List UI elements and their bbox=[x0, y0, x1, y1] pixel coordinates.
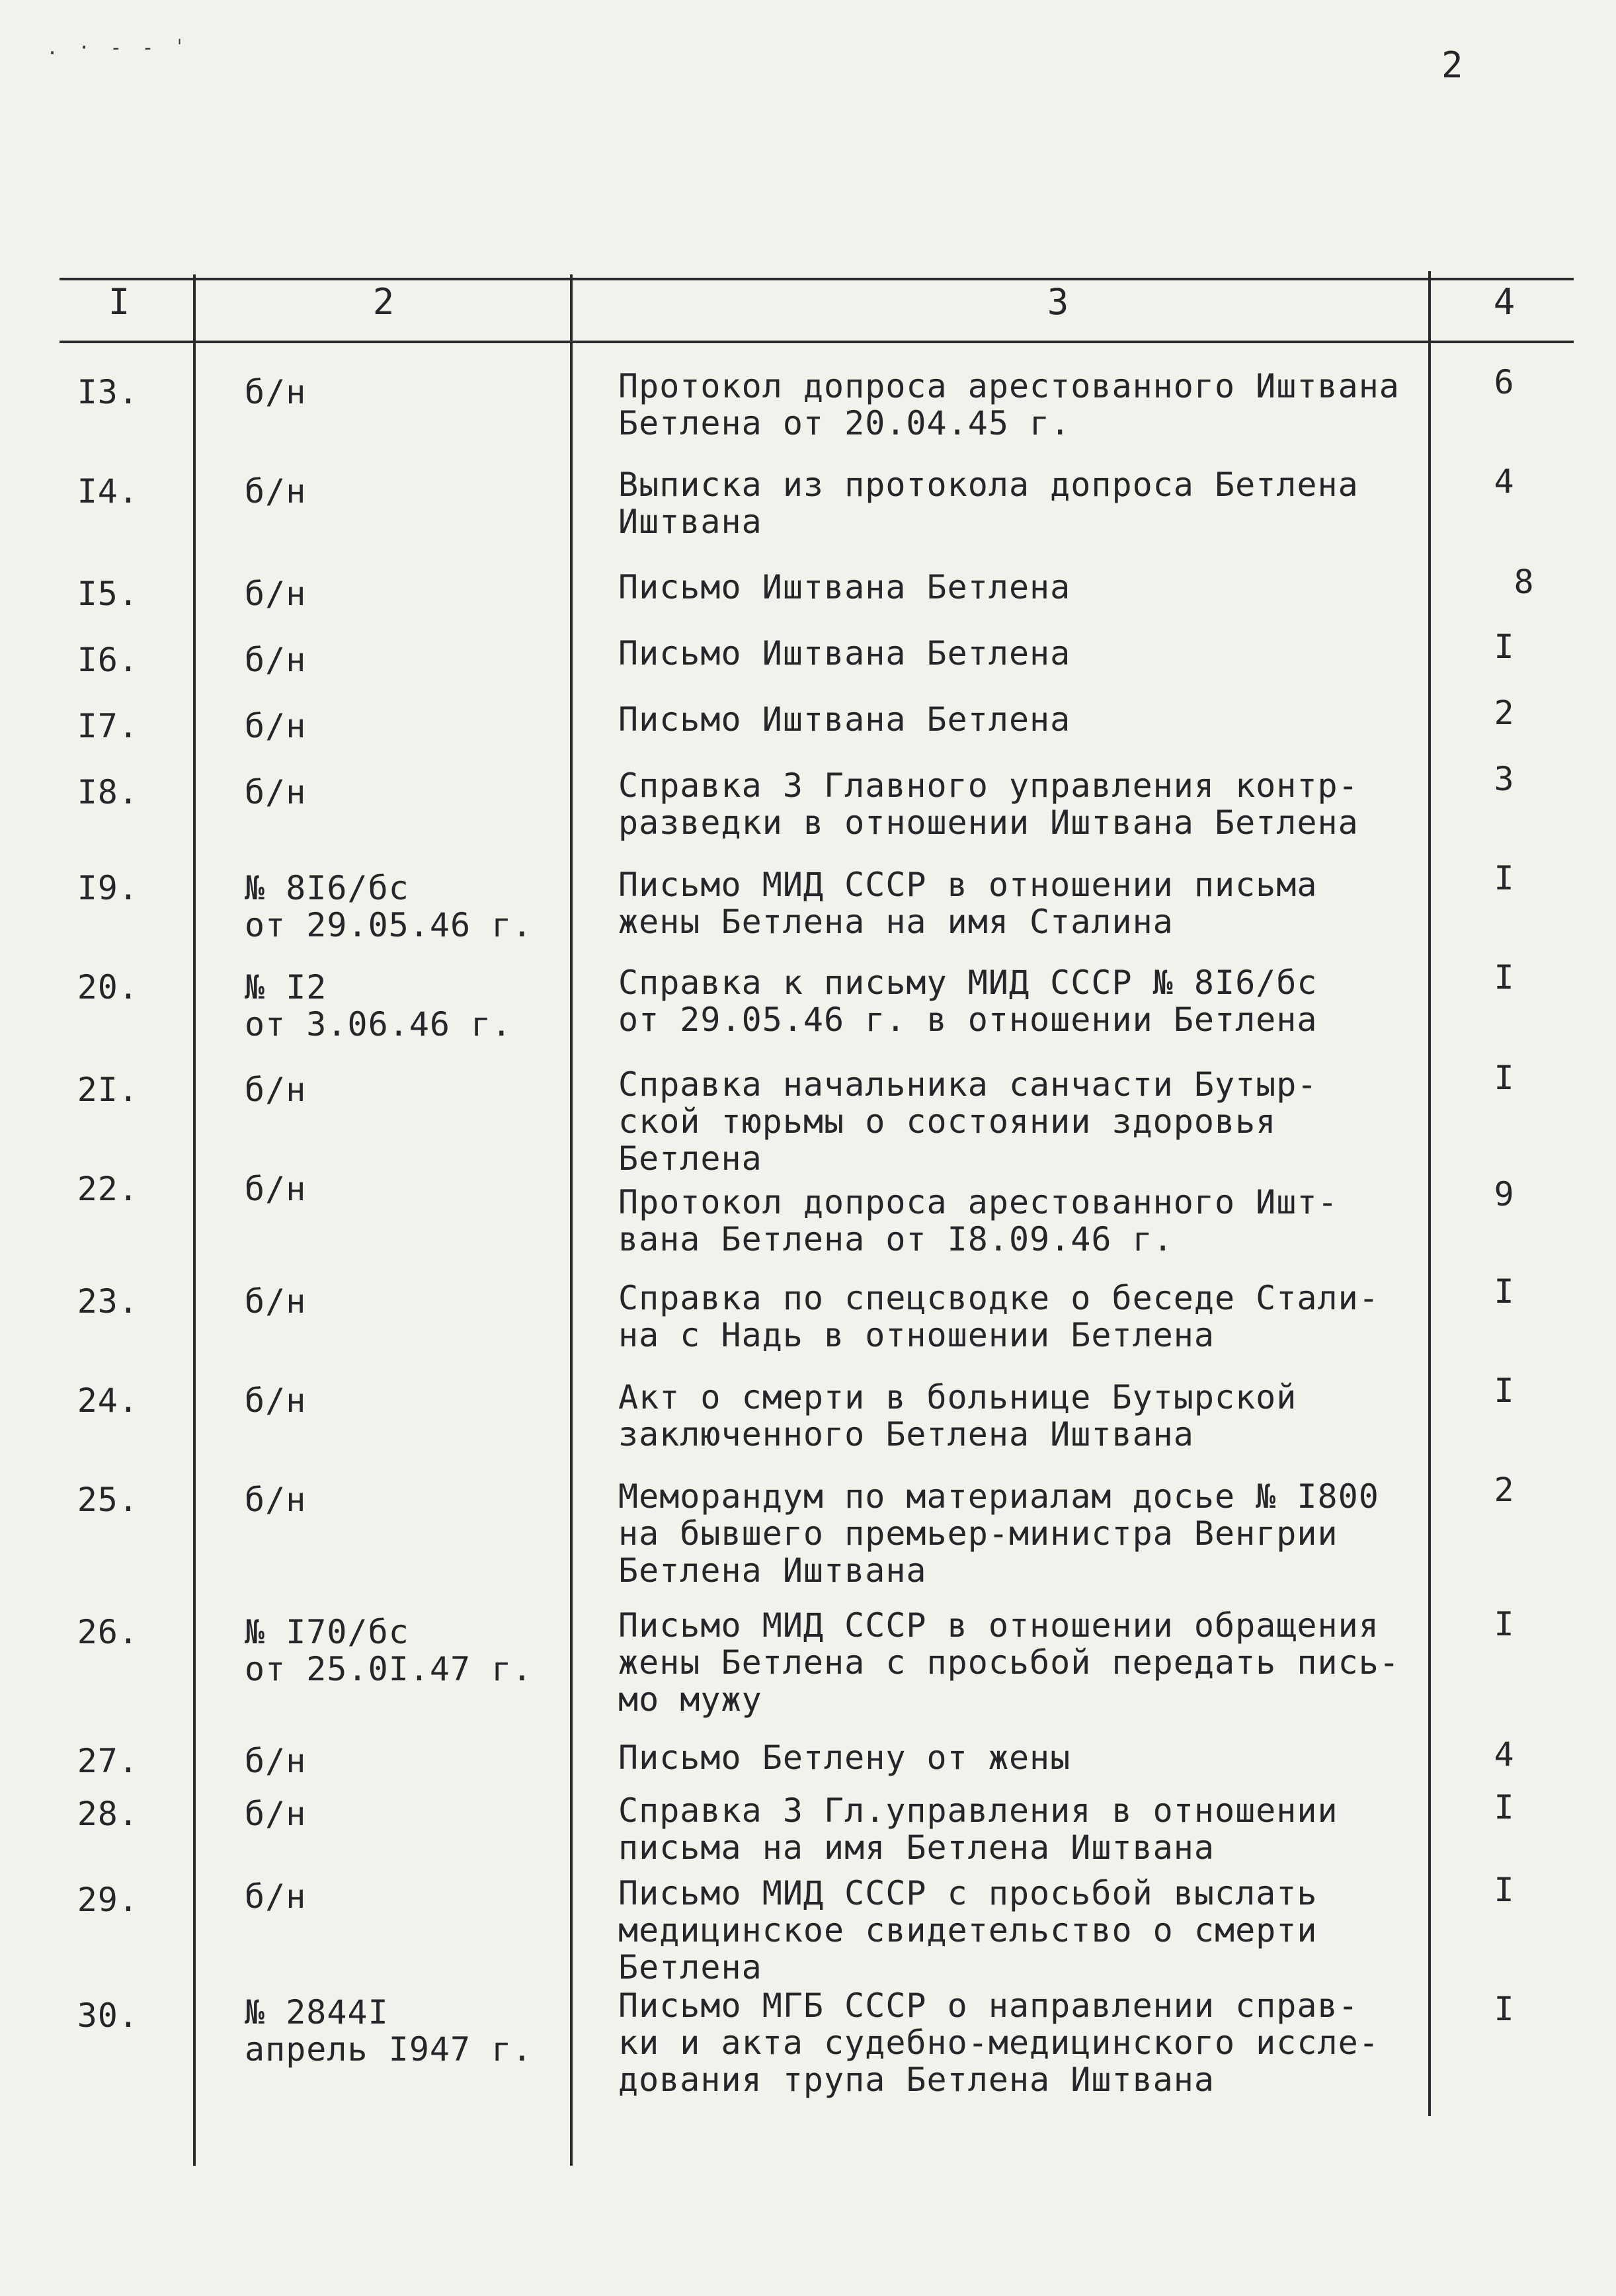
row-sheet-count: 4 bbox=[1494, 1735, 1515, 1774]
row-sheet-count: I bbox=[1494, 1272, 1515, 1311]
row-reference: б/н bbox=[245, 373, 307, 411]
row-title: Протокол допроса арестованного Иштвана Бетлена от 20.04.45 г. bbox=[618, 367, 1400, 442]
row-number: 29. bbox=[77, 1881, 139, 1919]
row-sheet-count: I bbox=[1494, 628, 1515, 666]
row-number: I9. bbox=[77, 869, 139, 907]
column-header-1: I bbox=[108, 281, 130, 323]
row-reference: б/н bbox=[245, 1877, 307, 1916]
page-number: 2 bbox=[1441, 44, 1463, 86]
row-reference: б/н bbox=[245, 575, 307, 613]
column-header-2: 2 bbox=[372, 281, 395, 323]
row-number: 23. bbox=[77, 1282, 139, 1321]
row-reference: б/н bbox=[245, 773, 307, 811]
row-sheet-count: 2 bbox=[1494, 694, 1515, 732]
row-sheet-count: I bbox=[1494, 1605, 1515, 1643]
row-reference: б/н bbox=[245, 1481, 307, 1519]
column-divider-2 bbox=[570, 274, 573, 2166]
row-reference: б/н bbox=[245, 1742, 307, 1780]
row-title: Справка начальника санчасти Бутыр- ской тюрьмы о состоянии здоровья Бетлена bbox=[618, 1065, 1318, 1178]
row-title: Справка 3 Главного управления контр- разведки в отношении Иштвана Бетлена bbox=[618, 766, 1359, 842]
row-sheet-count: I bbox=[1494, 1871, 1515, 1909]
row-reference: б/н bbox=[245, 472, 307, 511]
column-divider-3 bbox=[1428, 271, 1431, 2116]
row-title: Письмо Бетлену от жены bbox=[618, 1739, 1071, 1777]
row-number: 20. bbox=[77, 968, 139, 1006]
row-reference: б/н bbox=[245, 1282, 307, 1321]
row-number: I8. bbox=[77, 773, 139, 811]
row-title: Справка 3 Гл.управления в отношении письма на имя Бетлена Иштвана bbox=[618, 1791, 1338, 1867]
row-sheet-count: I bbox=[1494, 958, 1515, 997]
row-title: Письмо МГБ СССР о направлении справ- ки и акта судебно-медицинского иссле- дования трупа Бетлена Иштвана bbox=[618, 1987, 1379, 2099]
row-title: Меморандум по материалам досье № I800 на бывшего премьер-министра Венгрии Бетлена Иштвана bbox=[618, 1477, 1379, 1590]
row-sheet-count: I bbox=[1494, 859, 1515, 897]
row-title: Протокол допроса арестованного Ишт- вана Бетлена от I8.09.46 г. bbox=[618, 1183, 1338, 1258]
row-title: Справка к письму МИД СССР № 8I6/бс от 29.05.46 г. в отношении Бетлена bbox=[618, 964, 1318, 1039]
row-reference: б/н bbox=[245, 1381, 307, 1420]
row-number: 28. bbox=[77, 1795, 139, 1833]
row-reference: № I2 от 3.06.46 г. bbox=[245, 968, 512, 1044]
row-sheet-count: I bbox=[1494, 1990, 1515, 2028]
row-title: Выписка из протокола допроса Бетлена Иштвана bbox=[618, 466, 1359, 541]
row-number: I4. bbox=[77, 472, 139, 511]
row-reference: б/н bbox=[245, 1071, 307, 1109]
table-header-rule bbox=[60, 341, 1574, 343]
row-title: Справка по спецсводке о беседе Стали- на с Надь в отношении Бетлена bbox=[618, 1279, 1379, 1354]
row-sheet-count: 2 bbox=[1494, 1471, 1515, 1509]
row-number: 2I. bbox=[77, 1071, 139, 1109]
row-sheet-count: I bbox=[1494, 1788, 1515, 1826]
column-header-4: 4 bbox=[1493, 281, 1515, 323]
row-number: 27. bbox=[77, 1742, 139, 1780]
row-sheet-count: 8 bbox=[1514, 563, 1535, 601]
row-number: I7. bbox=[77, 707, 139, 745]
row-reference: б/н bbox=[245, 707, 307, 745]
row-sheet-count: 3 bbox=[1494, 760, 1515, 798]
row-reference: б/н bbox=[245, 641, 307, 679]
row-title: Письмо МИД СССР в отношении письма жены Бетлена на имя Сталина bbox=[618, 866, 1318, 941]
table-top-rule bbox=[60, 278, 1574, 280]
row-number: I6. bbox=[77, 641, 139, 679]
column-header-3: 3 bbox=[1047, 281, 1069, 323]
column-divider-1 bbox=[193, 274, 196, 2166]
row-number: I5. bbox=[77, 575, 139, 613]
row-reference: б/н bbox=[245, 1795, 307, 1833]
row-title: Письмо Иштвана Бетлена bbox=[618, 634, 1071, 673]
corner-mark: . · - - ˈ bbox=[46, 36, 190, 60]
row-title: Письмо Иштвана Бетлена bbox=[618, 700, 1071, 739]
row-number: 25. bbox=[77, 1481, 139, 1519]
row-reference: № I70/бс от 25.0I.47 г. bbox=[245, 1613, 533, 1688]
row-sheet-count: I bbox=[1494, 1059, 1515, 1097]
row-number: 30. bbox=[77, 1996, 139, 2035]
row-title: Письмо МИД СССР в отношении обращения жены Бетлена с просьбой передать пись- мо мужу bbox=[618, 1606, 1400, 1719]
row-number: 26. bbox=[77, 1613, 139, 1651]
row-number: 22. bbox=[77, 1170, 139, 1208]
row-reference: № 8I6/бс от 29.05.46 г. bbox=[245, 869, 533, 944]
row-reference: б/н bbox=[245, 1170, 307, 1208]
row-reference: № 2844I апрель I947 г. bbox=[245, 1993, 533, 2069]
row-sheet-count: I bbox=[1494, 1372, 1515, 1410]
row-sheet-count: 9 bbox=[1494, 1175, 1515, 1213]
row-title: Письмо МИД СССР с просьбой выслать медицинское свидетельство о смерти Бетлена bbox=[618, 1874, 1318, 1987]
row-title: Акт о смерти в больнице Бутырской заключенного Бетлена Иштвана bbox=[618, 1378, 1297, 1454]
row-sheet-count: 6 bbox=[1494, 363, 1515, 401]
row-sheet-count: 4 bbox=[1494, 462, 1515, 501]
row-number: I3. bbox=[77, 373, 139, 411]
row-number: 24. bbox=[77, 1381, 139, 1420]
row-title: Письмо Иштвана Бетлена bbox=[618, 568, 1071, 606]
